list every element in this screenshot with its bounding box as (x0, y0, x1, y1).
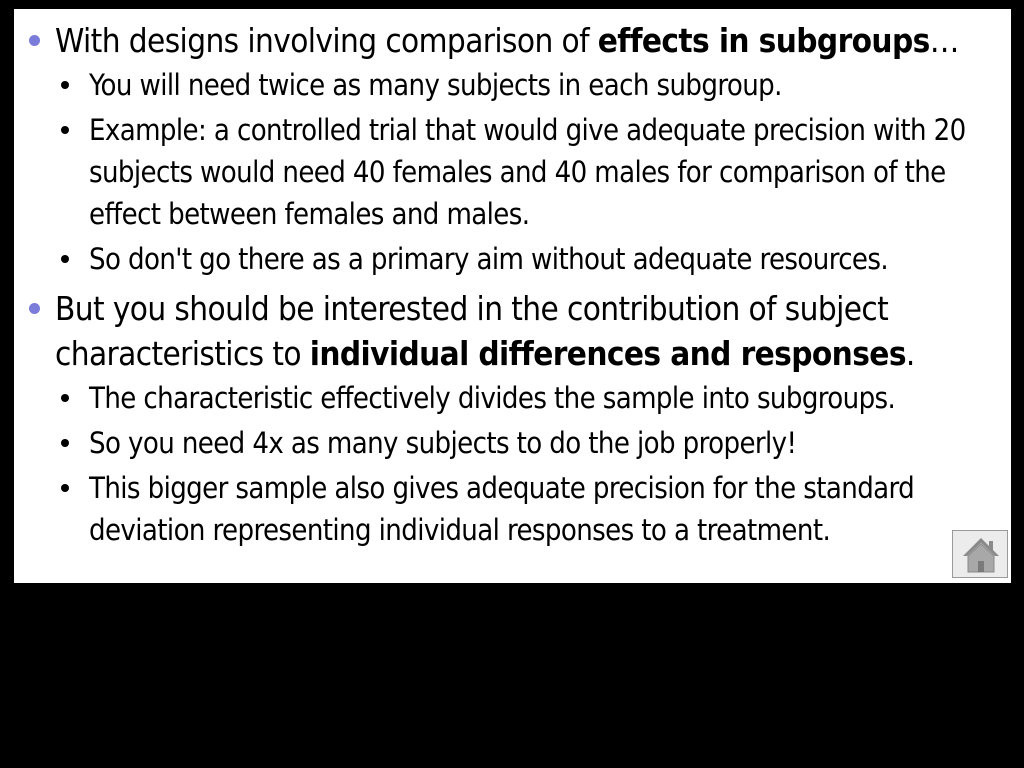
bullet-dot (61, 484, 69, 492)
sub-bullet-text: Example: a controlled trial that would give adequate precision with 20 subjects would need 40 females and 40 males for comparison of the effect between females and males. (89, 113, 966, 231)
bullet-text: . (905, 334, 915, 373)
bullet-bold-text: effects in subgroups (597, 21, 930, 60)
sub-bullet (14, 109, 1011, 235)
bullet-text: But you should be interested in the contribution of subject characteristics to (55, 289, 889, 373)
sub-bullet-text: So don't go there as a primary aim without adequate resources. (89, 242, 889, 276)
sub-bullet (14, 377, 1011, 419)
bullet-dot (29, 303, 40, 314)
bullet-dot (29, 35, 40, 46)
bullet-dot (61, 126, 69, 134)
sub-bullet (14, 64, 1011, 106)
bullet-dot (61, 394, 69, 402)
sub-bullet-text: The characteristic effectively divides the sample into subgroups. (89, 381, 896, 415)
bullet-dot (61, 81, 69, 89)
bullet-dot (61, 255, 69, 263)
sub-bullet (14, 422, 1011, 464)
slide-content (14, 9, 1011, 551)
bullet-bold-text: individual differences and responses (309, 334, 906, 373)
sub-bullet-text: So you need 4x as many subjects to do the job properly! (89, 426, 797, 460)
sub-bullet-text: This bigger sample also gives adequate precision for the standard deviation representing individual responses to a treatment. (89, 471, 915, 547)
sub-bullet-text: You will need twice as many subjects in each subgroup. (89, 68, 782, 102)
bullet-text: With designs involving comparison of (55, 21, 598, 60)
bullet-level1 (14, 18, 1011, 63)
bullet-dot (61, 439, 69, 447)
bullet-level1 (14, 286, 1011, 376)
sub-bullet (14, 467, 1011, 551)
home-icon (961, 536, 1001, 574)
slide (14, 9, 1011, 583)
sub-bullet (14, 238, 1011, 280)
home-button[interactable] (952, 530, 1008, 578)
bullet-text: … (929, 21, 959, 60)
